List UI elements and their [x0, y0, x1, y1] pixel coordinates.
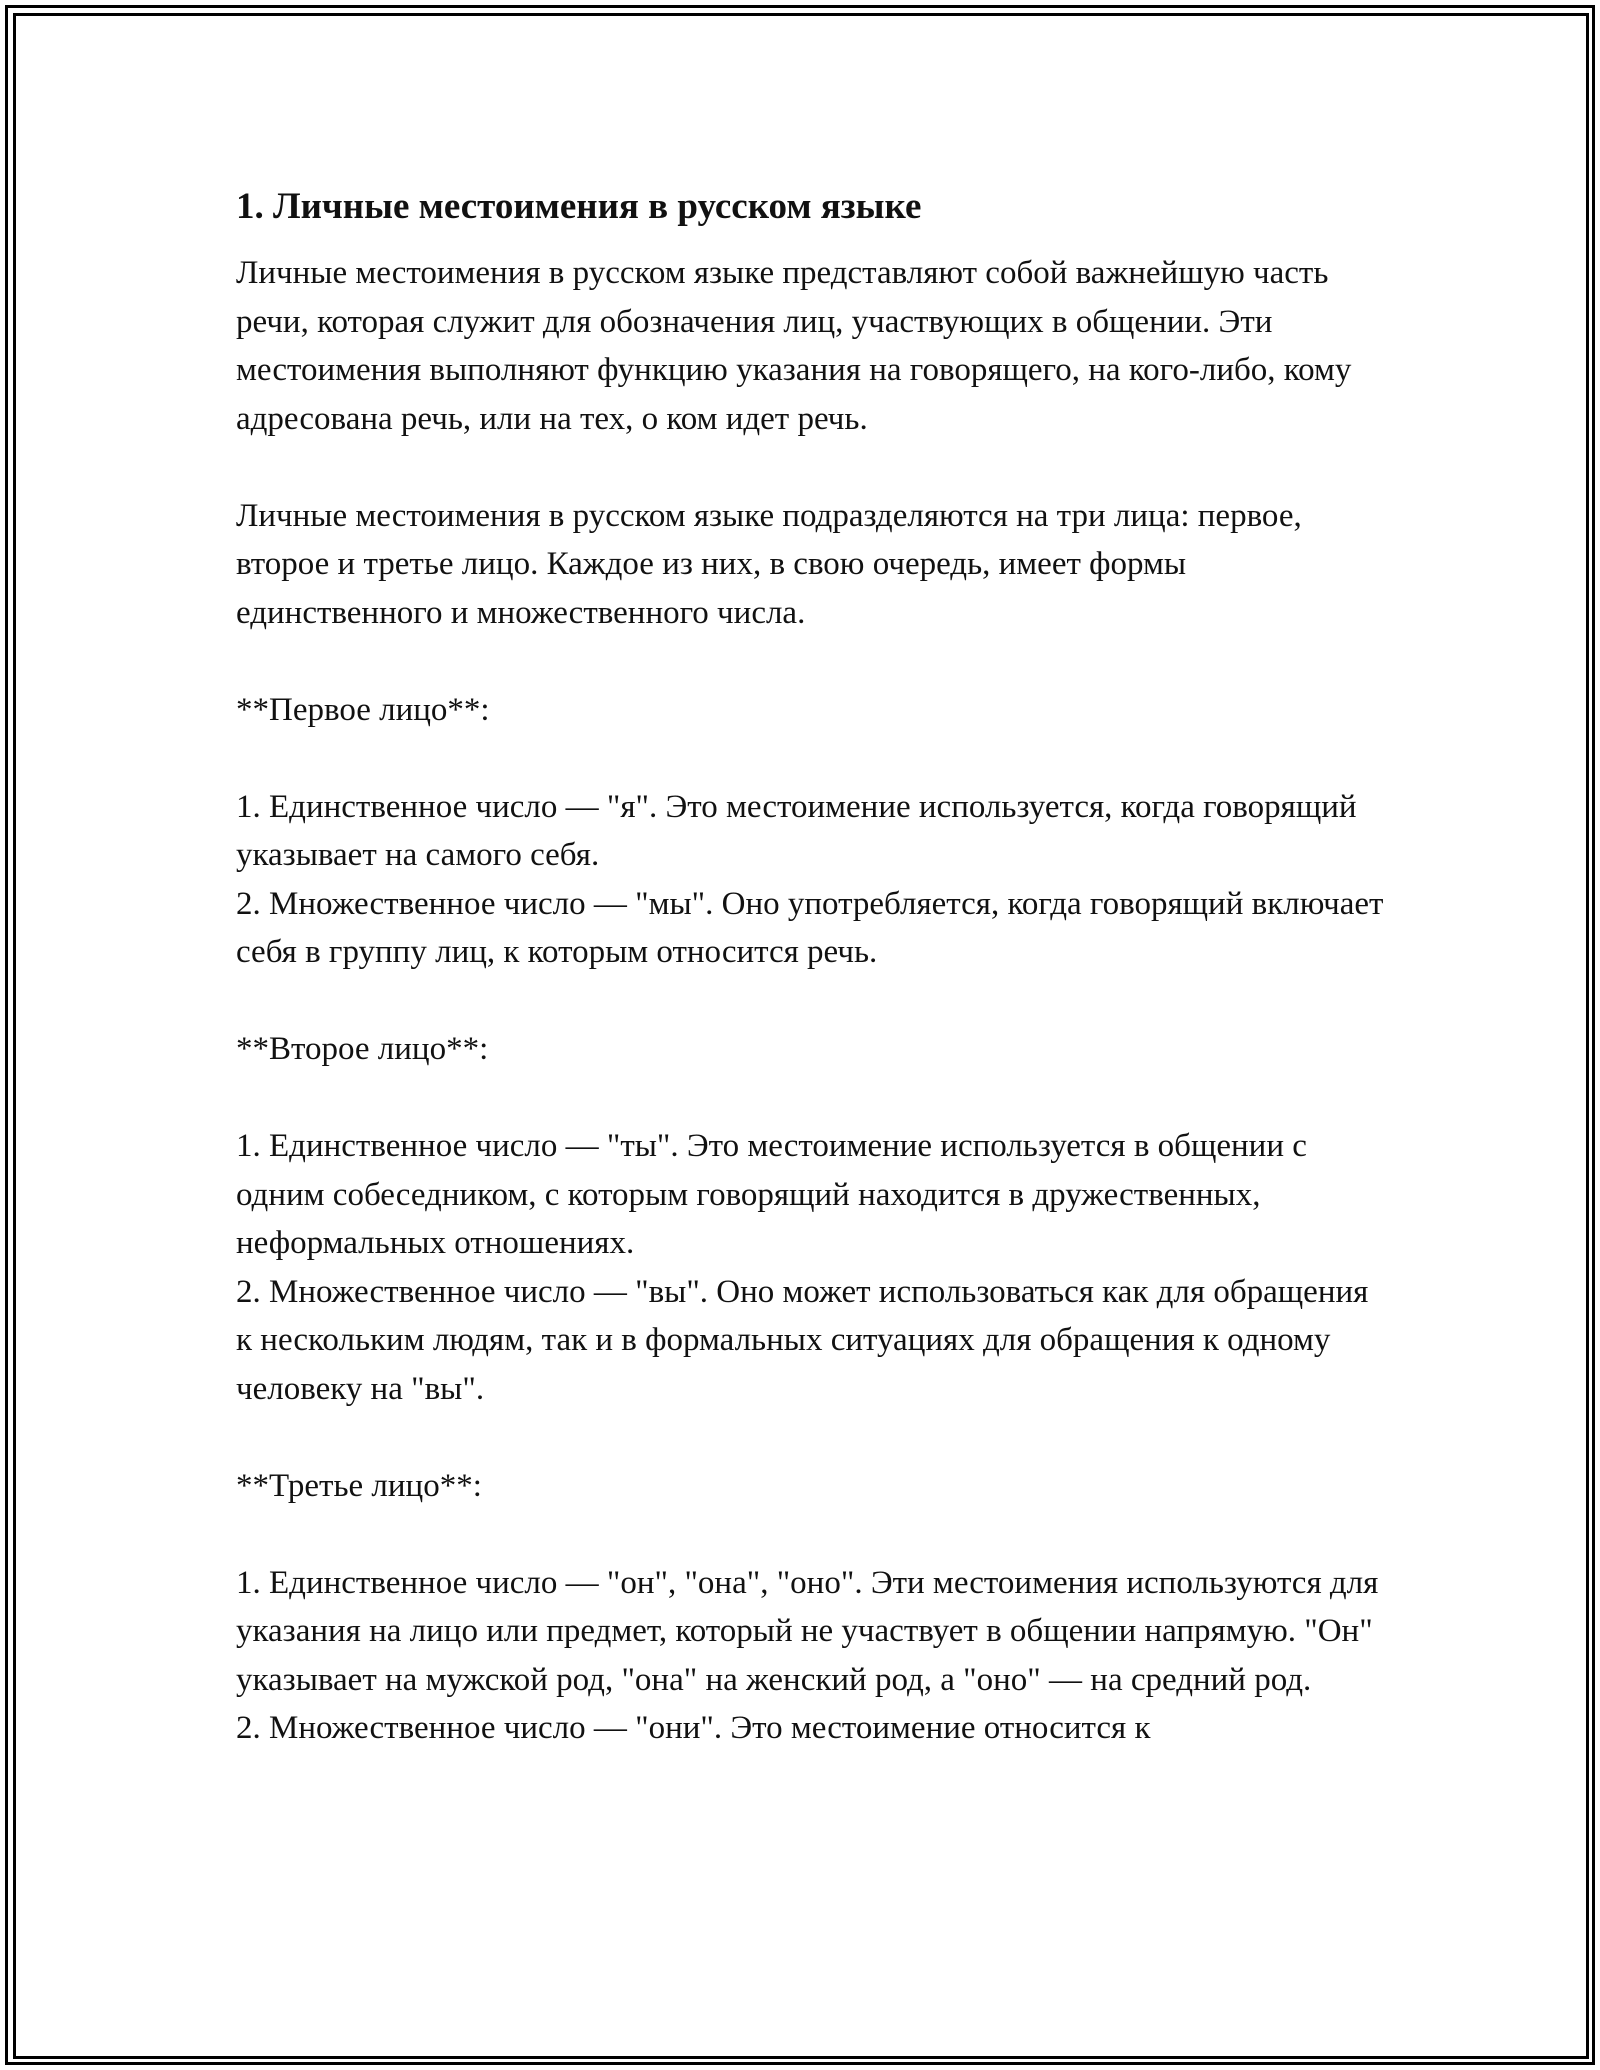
third-person-singular: 1. Единственное число — "он", "она", "оно". Эти местоимения используются для указания на лицо или предмет, который не участвует в общении напрямую. "Он" указывает на мужской род, "она" на женский род, а "оно" — на средний род.: [236, 1564, 1379, 1698]
first-person-singular: 1. Единственное число — "я". Это местоимение используется, когда говорящий указывает на самого себя.: [236, 788, 1357, 873]
section-title: 1. Личные местоимения в русском языке: [236, 186, 922, 227]
first-person-heading: **Первое лицо**:: [236, 691, 490, 728]
first-person-plural: 2. Множественное число — "мы". Оно употребляется, когда говорящий включает себя в группу лиц, к которым относится речь.: [236, 885, 1384, 970]
document-body: [236, 183, 1386, 1753]
second-person-plural: 2. Множественное число — "вы". Оно может использоваться как для обращения к нескольким людям, так и в формальных ситуациях для обращения к одному человеку на "вы".: [236, 1273, 1369, 1407]
third-person-heading: **Третье лицо**:: [236, 1467, 482, 1504]
second-person-singular: 1. Единственное число — "ты". Это местоимение используется в общении с одним собеседником, с которым говорящий находится в дружественных, неформальных отношениях.: [236, 1128, 1307, 1261]
second-person-heading: **Второе лицо**:: [236, 1031, 489, 1067]
intro-paragraph: Личные местоимения в русском языке представляют собой важнейшую часть речи, которая служит для обозначения лиц, участвующих в общении. Эти местоимения выполняют функцию указания на говорящего, на кого-либо, кому адресована речь, или на тех, о ком идет речь.: [236, 255, 1352, 437]
third-person-plural: 2. Множественное число — "они". Это местоимение относится к: [236, 1710, 1151, 1746]
persons-paragraph: Личные местоимения в русском языке подразделяются на три лица: первое, второе и третье лицо. Каждое из них, в свою очередь, имеет формы единственного и множественного числа.: [236, 497, 1302, 631]
